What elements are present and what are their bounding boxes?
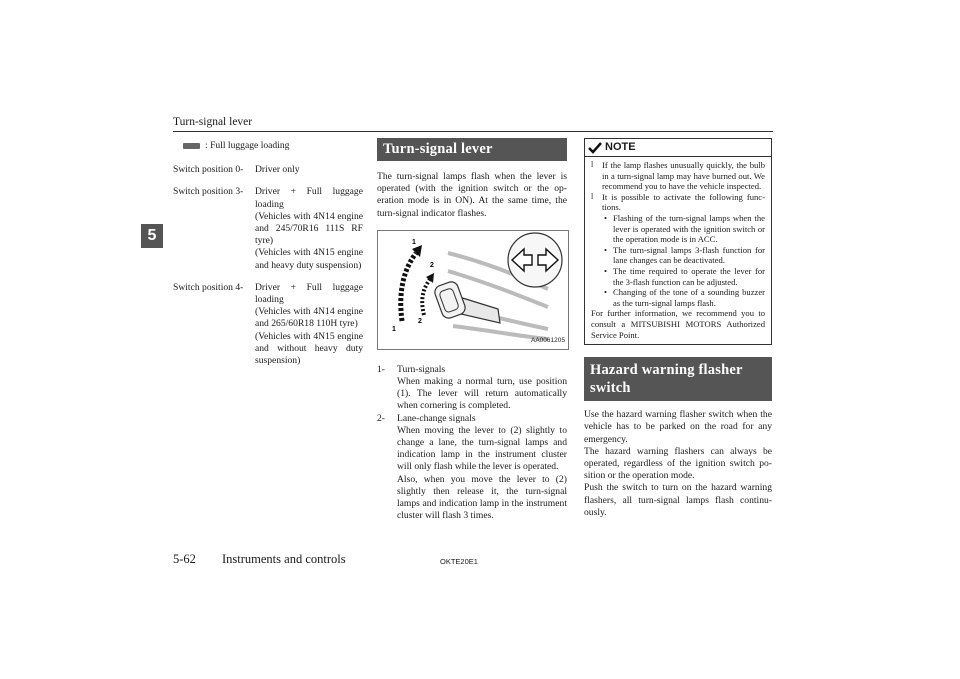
position-line: (Vehicles with 4N15 engine and without heavy duty suspension) bbox=[255, 330, 363, 367]
middle-column bbox=[377, 138, 567, 522]
running-header: Turn-signal lever bbox=[173, 116, 253, 128]
list-desc: When moving the lever to (2) slightly to change a lane, the turn-signal lamps and indication lamp in the instrument cluster will only flash while the lever is operated. bbox=[397, 424, 567, 473]
list-number: 2- bbox=[377, 412, 385, 424]
position-line: Driver + Full luggage loading bbox=[255, 281, 363, 306]
sub-mark: • bbox=[604, 244, 608, 255]
note-header bbox=[585, 139, 771, 157]
bullet-text: It is possible to activate the following functions. bbox=[602, 191, 765, 213]
position-line: (Vehicles with 4N14 engine and 265/60R18 110H tyre) bbox=[255, 306, 363, 330]
position-label: Switch position 4- bbox=[173, 281, 244, 293]
hazard-para: Use the hazard warning flasher switch when the vehicle has to be parked on the road for any emergency. bbox=[584, 409, 772, 445]
list-number: 1- bbox=[377, 363, 385, 375]
page-number: 5-62 bbox=[173, 552, 196, 566]
note-box bbox=[584, 138, 772, 345]
note-bullet bbox=[591, 160, 765, 192]
note-check-icon bbox=[588, 142, 602, 154]
position-label: Switch position 0- bbox=[173, 164, 244, 176]
list-title: Lane-change signals bbox=[397, 412, 476, 424]
sub-text: Flashing of the turn-signal lamps when the lever is operated with the ignition switch or the operation mode is in ACC. bbox=[613, 212, 765, 245]
sub-mark: • bbox=[604, 212, 608, 223]
fig-label: 1 bbox=[392, 325, 396, 333]
note-body bbox=[585, 157, 771, 344]
luggage-swatch-icon bbox=[183, 143, 200, 149]
note-sub-bullet bbox=[591, 213, 765, 245]
left-column bbox=[173, 140, 363, 367]
switch-position-3 bbox=[173, 186, 363, 271]
note-bullet bbox=[591, 192, 765, 213]
luggage-legend bbox=[183, 140, 363, 152]
turn-signal-list bbox=[377, 364, 567, 523]
position-line: (Vehicles with 4N14 engine and 245/70R16 111S RF tyre) bbox=[255, 210, 363, 247]
position-body bbox=[255, 282, 363, 367]
hazard-heading: Hazard warning flasher switch bbox=[584, 357, 772, 401]
position-line: (Vehicles with 4N15 engine and heavy duty suspension) bbox=[255, 247, 363, 271]
footer-section: Instruments and controls bbox=[222, 552, 346, 566]
position-label: Switch position 3- bbox=[173, 186, 244, 198]
list-item bbox=[377, 413, 567, 523]
list-body bbox=[397, 413, 567, 523]
note-label: NOTE bbox=[605, 141, 636, 154]
list-desc: When making a normal turn, use position (1). The lever will return automatically when cornering is completed. bbox=[397, 376, 567, 412]
right-column bbox=[584, 138, 772, 519]
list-title: Turn-signals bbox=[397, 363, 446, 375]
switch-position-0 bbox=[173, 164, 363, 176]
turn-signal-figure bbox=[377, 230, 569, 350]
bullet-mark: l bbox=[591, 191, 594, 201]
sub-text: The time required to operate the lever for the 3-flash function can be adjusted. bbox=[613, 265, 765, 287]
list-body bbox=[397, 364, 567, 413]
position-line: Driver only bbox=[255, 164, 300, 176]
sub-text: The turn-signal lamps 3-flash function for lane changes can be deactivated. bbox=[613, 244, 765, 266]
turn-signal-illustration bbox=[378, 231, 568, 349]
sub-text: Changing of the tone of a sounding buzzer as the turn-signal lamps flash. bbox=[613, 287, 765, 308]
fig-label: 1 bbox=[412, 238, 416, 246]
hazard-para: Push the switch to turn on the hazard warning flashers, all turn-signal lamps flash continuously. bbox=[584, 482, 772, 518]
position-line: Driver + Full luggage loading bbox=[255, 186, 363, 210]
list-desc: Also, when you move the lever to (2) slightly then release it, the turn-signal lamps and indication lamp in the instrument cluster will flash 3 times. bbox=[397, 473, 567, 522]
bullet-mark: l bbox=[591, 160, 594, 169]
turn-signal-intro: The turn-signal lamps flash when the lever is operated (with the ignition switch or the operation mode is in ON). At the same time, the turn-signal indicator flashes. bbox=[377, 171, 567, 219]
sub-mark: • bbox=[604, 265, 608, 276]
note-sub-bullet bbox=[591, 245, 765, 266]
note-sub-bullet bbox=[591, 287, 765, 308]
chapter-tab: 5 bbox=[141, 224, 163, 248]
position-body bbox=[255, 186, 363, 271]
position-body bbox=[255, 164, 363, 176]
bullet-text: If the lamp flashes unusually quickly, the bulb in a turn-signal lamp may have burned out. We recommend you to have the vehicle inspected. bbox=[602, 160, 765, 192]
footer-code: OKTE20E1 bbox=[440, 557, 478, 566]
note-footer: For further information, we recommend you to consult a MITSUBISHI MOTORS Authorized Service Point. bbox=[591, 308, 765, 340]
fig-label: 2 bbox=[430, 261, 434, 269]
switch-position-4 bbox=[173, 282, 363, 367]
sub-mark: • bbox=[604, 287, 608, 298]
fig-label: 2 bbox=[418, 317, 422, 325]
header-rule bbox=[173, 131, 773, 132]
list-item bbox=[377, 364, 567, 413]
figure-code: AA0061205 bbox=[531, 336, 565, 344]
legend-text: : Full luggage loading bbox=[205, 140, 290, 151]
note-sub-bullet bbox=[591, 266, 765, 287]
hazard-para: The hazard warning flashers can always be operated, regardless of the ignition switch position or the operation mode. bbox=[584, 445, 772, 482]
turn-signal-heading: Turn-signal lever bbox=[377, 138, 567, 161]
